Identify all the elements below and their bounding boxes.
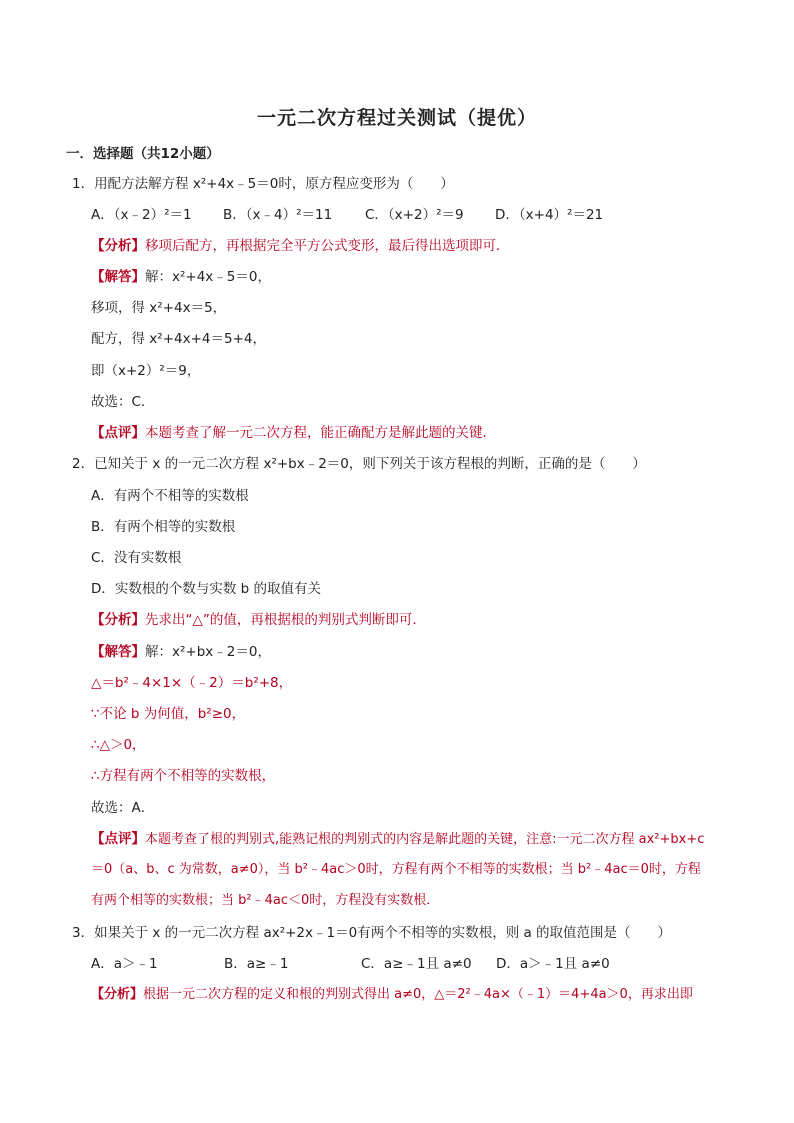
q3-stem: 3．如果关于 x 的一元二次方程 ax²+2x﹣1＝0有两个不相等的实数根，则 a 的取值范围是（ ） [72,925,672,941]
q1-answer-line-2: 移项，得 x²+4x＝5， [91,300,227,316]
q1-options [91,206,731,224]
q2-option-b[interactable]: B．有两个相等的实数根 [91,519,236,535]
q1-comment-tag: 【点评】 [91,425,145,441]
q1-option-a[interactable]: A．（x﹣2）²＝1 [91,207,192,223]
q2-comment-text-1: 本题考查了根的判别式,能熟记根的判别式的内容是解此题的关键，注意:一元二次方程 ax²+bx+c [145,832,705,847]
q2-option-c[interactable]: C．没有实数根 [91,550,182,566]
q1-analysis-tag: 【分析】 [91,238,145,254]
q2-comment-line-1 [91,830,704,849]
q1-answer-line-5: 故选：C． [91,394,155,410]
q3-option-b[interactable]: B．a≥﹣1 [224,956,289,972]
q1-option-c[interactable]: C．（x+2）²＝9 [365,207,464,223]
q1-option-b[interactable]: B．（x﹣4）²＝11 [223,207,333,223]
q1-answer-line-4: 即（x+2）²＝9， [91,363,201,379]
q1-answer-text: 解：x²+4x﹣5＝0， [145,269,271,285]
q2-comment-line-2: ＝0（a、b、c 为常数，a≠0），当 b²﹣4ac＞0时，方程有两个不相等的实数根；当 b²﹣4ac＝0时，方程 [91,862,701,877]
q1-answer-line-1 [91,268,271,286]
q1-answer-tag: 【解答】 [91,269,145,285]
q3-option-d[interactable]: D．a＞﹣1且 a≠0 [496,956,610,972]
q1-analysis [91,237,510,255]
q2-answer-line-6: 故选：A． [91,800,155,816]
q1-stem: 1．用配方法解方程 x²+4x﹣5＝0时，原方程应变形为（ ） [72,176,454,192]
q2-option-a[interactable]: A．有两个不相等的实数根 [91,488,249,504]
q1-option-d[interactable]: D．（x+4）²＝21 [495,207,604,223]
q3-option-c[interactable]: C．a≥﹣1且 a≠0 [361,956,472,972]
q2-answer-line-1 [91,643,271,661]
q2-answer-line-4: ∴△＞0， [91,737,146,753]
q3-option-a[interactable]: A．a＞﹣1 [91,956,158,972]
q3-analysis [91,986,693,1004]
q2-answer-line-2: △＝b²﹣4×1×（﹣2）＝b²+8， [91,675,293,691]
q3-analysis-text: 根据一元二次方程的定义和根的判别式得出 a≠0，△＝2²﹣4a×（﹣1）＝4+4a＞0，再求出即 [143,987,693,1002]
q2-analysis [91,611,426,629]
section-heading: 一．选择题（共12小题） [66,146,220,162]
q1-comment-text: 本题考查了解一元二次方程，能正确配方是解此题的关键． [145,425,496,441]
q2-comment-line-3: 有两个相等的实数根；当 b²﹣4ac＜0时，方程没有实数根． [91,893,440,908]
q2-stem: 2．已知关于 x 的一元二次方程 x²+bx﹣2＝0，则下列关于该方程根的判断，正确的是（ ） [72,456,646,472]
q2-answer-tag: 【解答】 [91,644,145,660]
q1-comment [91,424,496,442]
page-title: 一元二次方程过关测试（提优） [256,107,537,129]
q2-option-d[interactable]: D．实数根的个数与实数 b 的取值有关 [91,581,322,597]
q3-options [91,955,731,973]
q2-analysis-tag: 【分析】 [91,612,145,628]
q2-comment-tag: 【点评】 [91,831,145,847]
q1-analysis-text: 移项后配方，再根据完全平方公式变形，最后得出选项即可． [145,238,510,254]
q1-answer-line-3: 配方，得 x²+4x+4＝5+4， [91,331,266,347]
q3-analysis-tag: 【分析】 [91,987,144,1002]
q2-answer-text: 解：x²+bx﹣2＝0， [145,644,271,660]
q2-analysis-text: 先求出“△”的值，再根据根的判别式判断即可． [145,612,426,628]
q2-answer-line-5: ∴方程有两个不相等的实数根， [91,768,276,784]
q2-answer-line-3: ∵不论 b 为何值，b²≥0， [91,706,246,722]
